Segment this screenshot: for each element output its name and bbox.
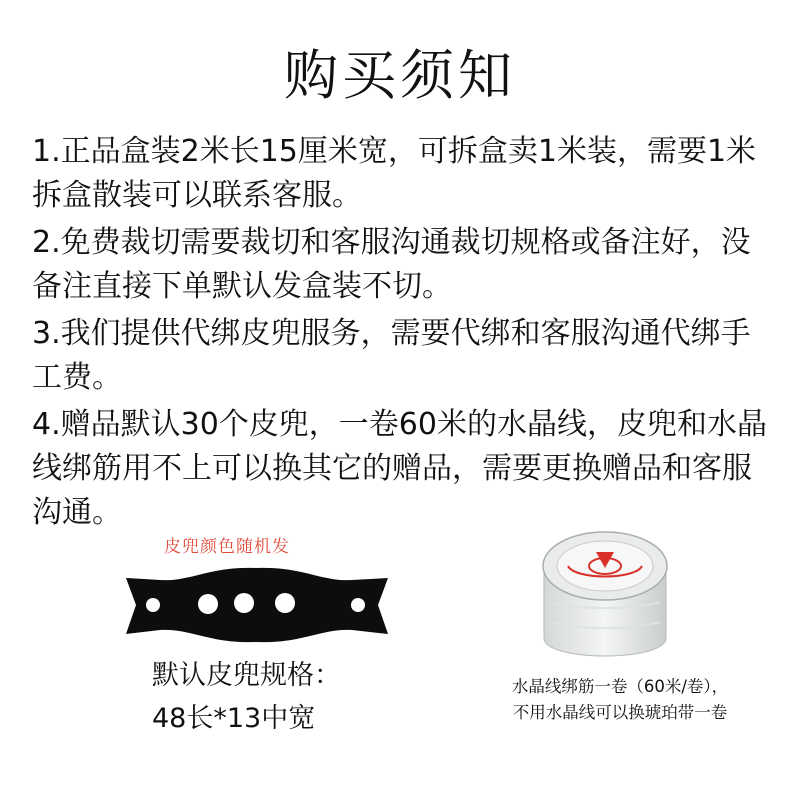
crystal-line-spool-image: [530, 520, 680, 670]
note-line: 沟通。: [32, 495, 122, 530]
strap-spec-label: 默认皮兜规格：: [152, 660, 341, 691]
purchase-notes: [32, 130, 772, 538]
leather-pouch-image: [120, 560, 392, 650]
note-item-3: [32, 312, 772, 400]
note-line: 4.赠品默认30个皮兜，一卷60米的水晶线，皮兜和水晶: [32, 407, 767, 442]
strap-color-caption: 皮兜颜色随机发: [164, 537, 290, 557]
thread-spool-icon: [530, 520, 680, 670]
page-title: 购买须知: [284, 44, 516, 107]
strap-spec-value: 48长*13中宽: [152, 703, 316, 734]
note-item-1: [32, 130, 772, 218]
note-line: 备注直接下单默认发盒装不切。: [32, 269, 452, 304]
note-item-2: [32, 221, 772, 309]
note-line: 线绑筋用不上可以换其它的赠品，需要更换赠品和客服: [32, 451, 752, 486]
note-line: 拆盒散装可以联系客服。: [32, 178, 362, 213]
spool-caption-line2: 不用水晶线可以换琥珀带一卷: [512, 703, 728, 722]
note-line: 2.免费裁切需要裁切和客服沟通裁切规格或备注好，没: [32, 225, 751, 260]
note-line: 工费。: [32, 360, 122, 395]
spool-caption-line1: 水晶线绑筋一卷（60米/卷），: [511, 677, 729, 696]
note-line: 3.我们提供代绑皮兜服务，需要代绑和客服沟通代绑手: [32, 316, 751, 351]
note-line: 1.正品盒装2米长15厘米宽，可拆盒卖1米装，需要1米: [32, 134, 757, 169]
leather-pouch-icon: [120, 560, 392, 650]
note-item-4: [32, 403, 772, 535]
